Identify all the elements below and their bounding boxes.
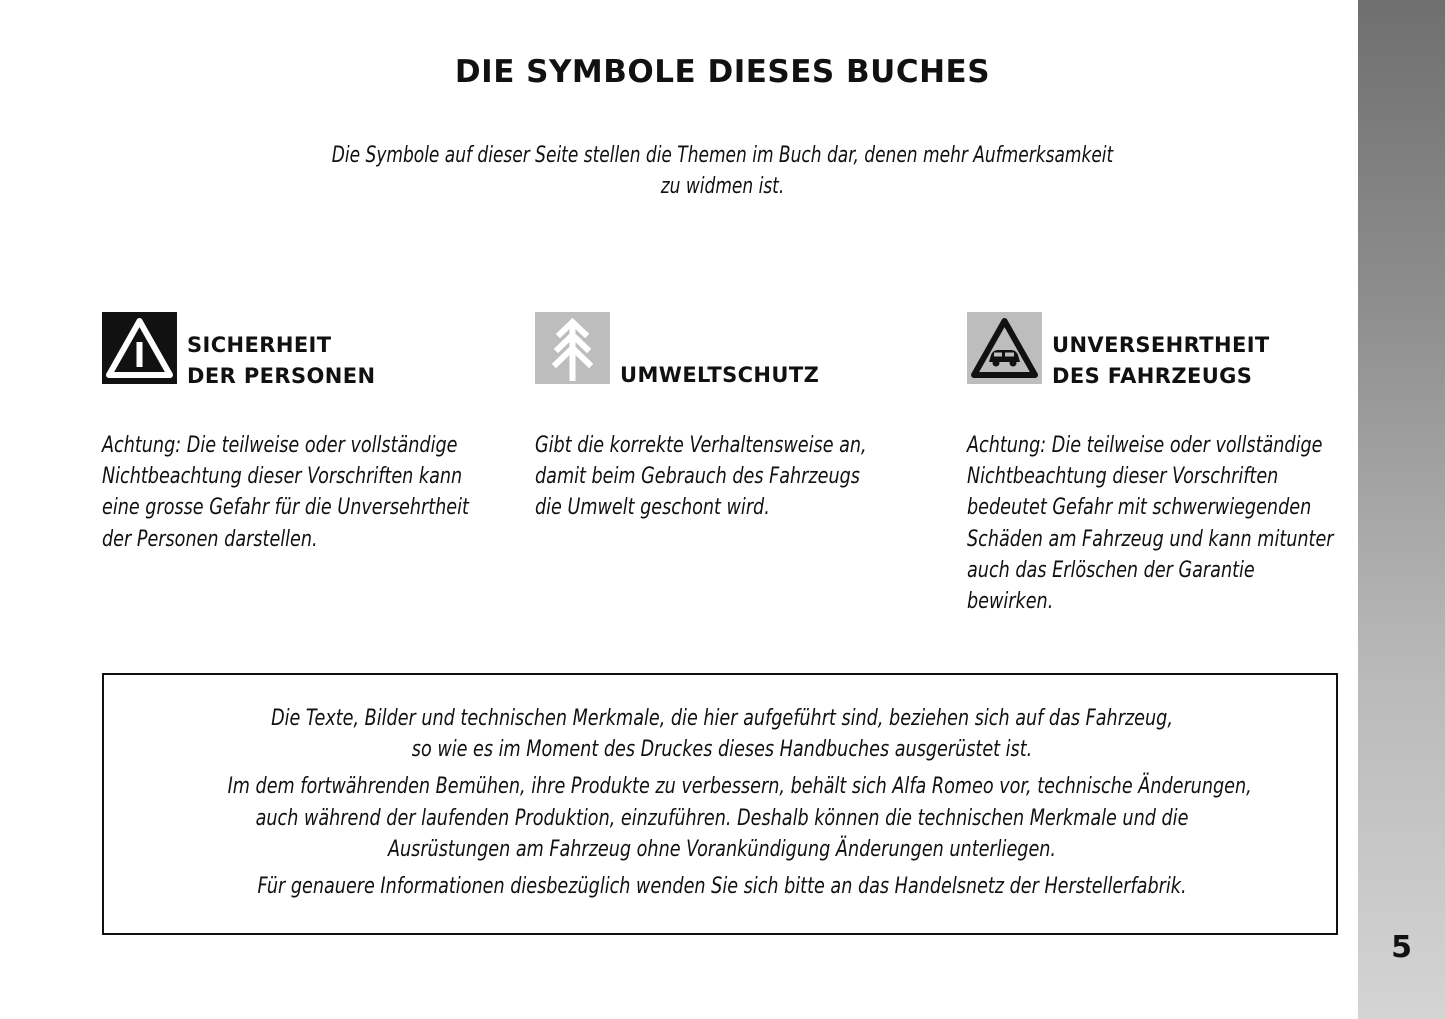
description-line: bedeutet Gefahr mit schwerwiegenden <box>967 495 1312 521</box>
heading-line: UNVERSEHRTHEIT <box>1052 333 1270 357</box>
notice-line: auch während der laufenden Produktion, einzuführen. Deshalb können die technischen Merkmale und die <box>255 805 1189 831</box>
warning-triangle-icon <box>102 312 177 384</box>
notice-line: so wie es im Moment des Druckes dieses Handbuches ausgerüstet ist. <box>411 737 1033 763</box>
description-line: Achtung: Die teilweise oder vollständige <box>102 433 458 458</box>
description-line: Gibt die korrekte Verhaltensweise an, <box>535 433 867 458</box>
description-line: bewirken. <box>967 589 1054 615</box>
side-tab <box>1358 0 1445 1019</box>
heading-line: DER PERSONEN <box>187 364 376 388</box>
notice-line: Ausrüstungen am Fahrzeug ohne Vorankündigung Änderungen unterliegen. <box>387 836 1057 862</box>
symbol-heading <box>620 360 819 391</box>
notice-box <box>102 673 1338 935</box>
description-line: Nichtbeachtung dieser Vorschriften <box>967 464 1279 490</box>
description-line: auch das Erlöschen der Garantie <box>967 557 1255 583</box>
page-number: 5 <box>1391 930 1412 965</box>
description-line: Achtung: Die teilweise oder vollständige <box>967 433 1323 458</box>
intro-line: zu widmen ist. <box>660 174 785 199</box>
notice-line: Im dem fortwährenden Bemühen, ihre Produkte zu verbessern, behält sich Alfa Romeo vor, technische Änderungen, <box>227 774 1252 800</box>
description-line: die Umwelt geschont wird. <box>535 495 770 521</box>
symbol-description <box>102 430 469 555</box>
description-line: eine grosse Gefahr für die Unversehrtheit <box>102 495 469 521</box>
symbol-heading <box>187 330 375 392</box>
symbol-description <box>967 430 1334 617</box>
description-line: Schäden am Fahrzeug und kann mitunter <box>967 526 1334 552</box>
heading-line: DES FAHRZEUGS <box>1052 364 1253 388</box>
heading-line: UMWELTSCHUTZ <box>620 363 820 387</box>
intro-line: Die Symbole auf dieser Seite stellen die Themen im Buch dar, denen mehr Aufmerksamkeit <box>331 143 1114 168</box>
notice-line: Für genauere Informationen diesbezüglich wenden Sie sich bitte an das Handelsnetz der Herstellerfabrik. <box>257 874 1187 900</box>
intro-text <box>316 140 1129 202</box>
tree-icon <box>535 312 610 384</box>
notice-text <box>227 703 1252 902</box>
symbol-description <box>535 430 879 524</box>
page-title: DIE SYMBOLE DIESES BUCHES <box>454 54 991 90</box>
description-line: damit beim Gebrauch des Fahrzeugs <box>535 464 860 490</box>
description-line: der Personen darstellen. <box>102 526 318 552</box>
notice-line: Die Texte, Bilder und technischen Merkmale, die hier aufgeführt sind, beziehen sich auf das Fahrzeug, <box>271 706 1173 731</box>
symbol-heading <box>1052 330 1270 392</box>
heading-line: SICHERHEIT <box>187 333 332 357</box>
description-line: Nichtbeachtung dieser Vorschriften kann <box>102 464 463 490</box>
car-triangle-icon <box>967 312 1042 384</box>
